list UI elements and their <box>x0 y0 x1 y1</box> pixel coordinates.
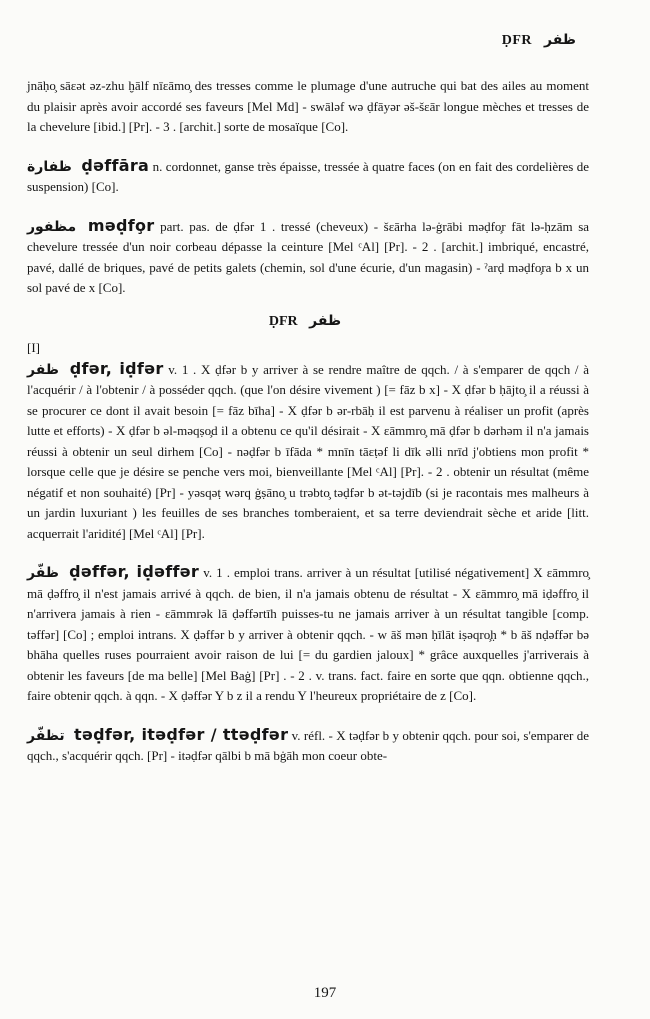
entry-headword: təḍfər, itəḍfər / ttəḍfər <box>74 724 289 744</box>
entry-definition: n. cordonnet, ganse très épaisse, tressée à quatre faces (on en fait des cordelières de suspension) [Co]. <box>27 158 590 194</box>
entry-definition: v. réfl. - X təḍfər b y obtenir qqch. pour soi, s'emparer de qqch., s'acquérir qqch. [Pr] - itəḍfər qālbi b mā bġāh mon coeur obte- <box>27 727 589 763</box>
page-number: 197 <box>313 985 337 1001</box>
section-root-arabic: ظفر <box>309 312 342 329</box>
continuation-paragraph <box>27 76 589 138</box>
entry-definition: part. pas. de ḍfər 1 . tressé (cheveux) - šɛārha lə-ġrābi məḍfo̧r fāt lə-ḥzām sa chevelure tressée d'un noir corbeau dépasse la ceinture [Mel ᶜAl] [Pr]. - 2 . [archit.] imbriqué, encastré, pavé, dallé de briques, pavé de petits galets (chemin, sol d'une écurie, d'un magasin) - ˀarḍ məḍfo̧ra b x un sol pavé de x [Co]. <box>27 218 590 295</box>
running-head <box>502 32 582 49</box>
page-body <box>27 76 589 767</box>
entry-dfer <box>27 359 589 545</box>
entry-tedfer <box>27 725 589 767</box>
running-head-arabic: ظفر <box>544 32 576 48</box>
entry-medfor <box>27 216 589 299</box>
entry-arabic: ظفارة <box>27 158 72 175</box>
entry-headword: ḍəffāra <box>81 155 150 175</box>
entry-deffer <box>27 562 589 707</box>
entry-headword: ḍfər, iḍfər <box>69 358 164 378</box>
entry-headword: ḍəffər, iḍəffər <box>69 562 200 581</box>
entry-arabic: مظفور <box>27 218 77 235</box>
entry-arabic: تظفّر <box>27 727 65 744</box>
entry-definition: v. 1 . emploi trans. arriver à un résultat [utilisé négativement] X ɛāmmro̧ mā ḍəffro̧ il n'est jamais arrivé à qqch. de bien, il n'a jamais obtenu de résultat - X ɛāmmro̧ mā iḍəffro̧ il n'arrivera jamais à rien - ɛāmmrək lā ḍəffərtīh puisses-tu ne jamais arriver à un résultat tangible [comp. təffər] [Co] ; emploi intrans. X ḍəffər b y arriver à obtenir qqch. - w āš mən ḥīlāt iṣəqro̧ḥ * b āš nḍəffər bə bhāha quelles ruses pourraient avoir raison de lui [= du gardien jaloux] * grâce auxquelles j'arriverais à obtenir les faveurs [de ma belle] [Mel Baġ] [Pr] . - 2 . v. trans. fact. faire en sorte que qqn. obtienne qqch., faire obtenir qqch. à qqn. - X ḍəffər Y b z il a rendu Y l'heureux propriétaire de z [Co]. <box>27 565 590 703</box>
entry-definition: v. 1 . X ḍfər b y arriver à se rendre maître de qqch. / à s'emparer de qqch / à l'acquérir / à l'obtenir / à posséder qqch. (que l'on désire vivement ) [= fāz b x] - X ḍfər b ḥājto̧ il a réussi à se procurer ce dont il avait besoin [= fāz bīha] - X ḍfər b ər-rbāḥ il est parvenu à réaliser un profit (après lutte et efforts) - X ḍfər b əl-məqṣo̧d il a obtenu ce qu'il désirait - X ɛāmmro̧ mā ḍfər b dərhəm il n'a jamais réussi à obtenir un seul dirhem [Co] - nəḍfər b īfāda * mnīn tāɛṭəf li dīk əlli nrīd j'obtiens mon profit * lorsque celle que je désire se penche vers moi, bienveillante [Mel ᶜAl] [Pr]. - 2 . obtenir un résultat (même négatif et non souhaité) [Pr] - yəsqəṭ wərq ġṣāno̧ u trəbto̧ təḍfər b ət-təjdīb (si je racontais mes malheurs à un jardin luxuriant ) les feuilles de ses branches tomberaient, et sa terre deviendrait sèche et aride [litt. acquerrait l'aridité] [Mel ᶜAl] [Pr]. <box>27 361 589 541</box>
entry-deffara <box>27 156 589 198</box>
running-head-root: ḌFR <box>501 33 533 48</box>
root-section-heading <box>27 311 589 333</box>
paragraph-text: jnāḥo̧ sāɛət əz-zhu ḫālf nīɛāmo̧ des tresses comme le plumage d'une autruche qui bat des ailes au moment du plaisir après avoir accordé ses faveurs [Mel Md] - swāləf wə ḍfāyər əš-šɛār longue mèches et tresses de la chevelure [ibid.] [Pr]. - 3 . [archit.] sorte de mosaïque [Co]. <box>27 78 589 134</box>
entry-headword: məḍfo̧r <box>87 215 155 235</box>
section-root: ḌFR <box>268 313 298 329</box>
section-marker: [I] <box>27 340 40 355</box>
entry-arabic: ظفر <box>27 361 59 378</box>
entry-arabic: ظفّر <box>27 565 59 581</box>
